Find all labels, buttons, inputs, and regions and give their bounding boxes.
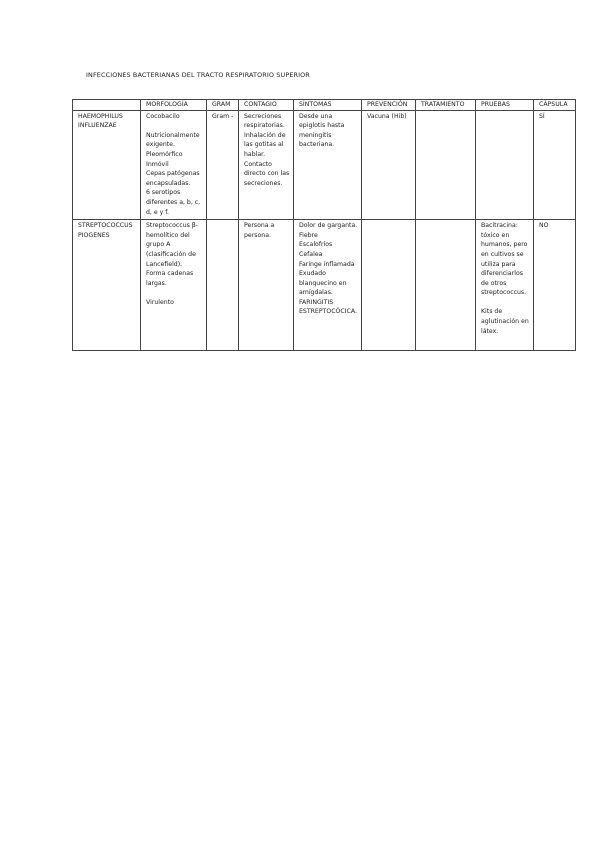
header-prevention: PREVENCIÓN	[362, 100, 416, 111]
cell-text: Gram -	[212, 112, 234, 120]
header-treatment: TRATAMIENTO	[416, 100, 476, 111]
cell-text: Vacuna (Hib)	[367, 112, 407, 120]
symptoms-cell	[294, 110, 362, 220]
capsule-cell	[534, 110, 576, 220]
cell-text: Cocobacilo	[146, 112, 180, 120]
cell-text: Virulento	[146, 298, 174, 306]
cell-text: INFLUENZAE	[78, 122, 117, 130]
organism-cell	[73, 220, 141, 351]
cell-spacer	[146, 288, 203, 298]
gram-cell	[207, 110, 239, 220]
symptoms-cell	[294, 220, 362, 351]
table-header-row	[73, 100, 576, 111]
cell-spacer	[146, 121, 203, 131]
table-row	[73, 110, 576, 220]
cell-text: Escalofríos	[299, 241, 333, 249]
cell-text: STREPTOCOCCUS	[78, 222, 133, 230]
cell-text: Streptococcus β-hemolítico del grupo A (clasificación de Lancefield).	[146, 222, 198, 268]
cell-text: Exudado blanquecino en amígdalas.	[299, 270, 347, 297]
header-tests: PRUEBAS	[476, 100, 534, 111]
cell-text: Bacitracina: tóxico en humanos, pero en cultivos se utiliza para diferenciarlos de otros streptococcus.	[481, 222, 528, 297]
treatment-cell	[416, 220, 476, 351]
header-gram: GRAM	[207, 100, 239, 111]
table-row	[73, 220, 576, 351]
morphology-cell	[141, 110, 207, 220]
transmission-cell	[239, 220, 294, 351]
capsule-cell	[534, 220, 576, 351]
bacteria-table	[72, 99, 576, 351]
gram-cell	[207, 220, 239, 351]
cell-text: SÍ	[539, 112, 545, 120]
cell-text: Kits de aglutinación en látex.	[481, 308, 529, 335]
treatment-cell	[416, 110, 476, 220]
header-organism	[73, 100, 141, 111]
cell-text: Persona a persona.	[244, 222, 275, 239]
cell-text: HAEMOPHILUS	[78, 112, 123, 120]
prevention-cell	[362, 110, 416, 220]
header-morphology: MORFOLOGÍA	[141, 100, 207, 111]
cell-text: Nutricionalmente exigente.	[146, 131, 200, 149]
tests-cell	[476, 110, 534, 220]
cell-text: Cefalea	[299, 250, 323, 258]
cell-text: Dolor de garganta.	[299, 222, 358, 230]
morphology-cell	[141, 220, 207, 351]
cell-text: Cepas patógenas encapsuladas.	[146, 170, 200, 187]
cell-text: NO	[539, 222, 549, 230]
cell-text: Inmóvil	[146, 160, 169, 168]
cell-text: PIOGENES	[78, 231, 110, 239]
header-transmission: CONTAGIO	[239, 100, 294, 111]
header-capsule: CÁPSULA	[534, 100, 576, 111]
document-title: INFECCIONES BACTERIANAS DEL TRACTO RESPIRATORIO SUPERIOR	[86, 71, 310, 79]
cell-text: Faringe inflamada	[299, 260, 355, 268]
cell-text: 6 serotipos diferentes a, b, c, d, e y f.	[146, 189, 201, 216]
prevention-cell	[362, 220, 416, 351]
cell-text: FARINGITIS ESTREPTOCÓCICA.	[299, 298, 357, 316]
cell-text: Pleomórfico	[146, 150, 183, 158]
cell-text: Contacto directo con las secreciones.	[244, 160, 290, 187]
organism-cell	[73, 110, 141, 220]
cell-text: Desde una epiglotis hasta meningitis bacteriana.	[299, 112, 345, 149]
header-symptoms: SÍNTOMAS	[294, 100, 362, 111]
cell-spacer	[481, 298, 530, 308]
cell-text: Secreciones respiratorias. Inhalación de las gotitas al hablar.	[244, 112, 286, 158]
transmission-cell	[239, 110, 294, 220]
cell-text: Fiebre	[299, 231, 318, 239]
tests-cell	[476, 220, 534, 351]
cell-text: Forma cadenas largas.	[146, 270, 194, 287]
